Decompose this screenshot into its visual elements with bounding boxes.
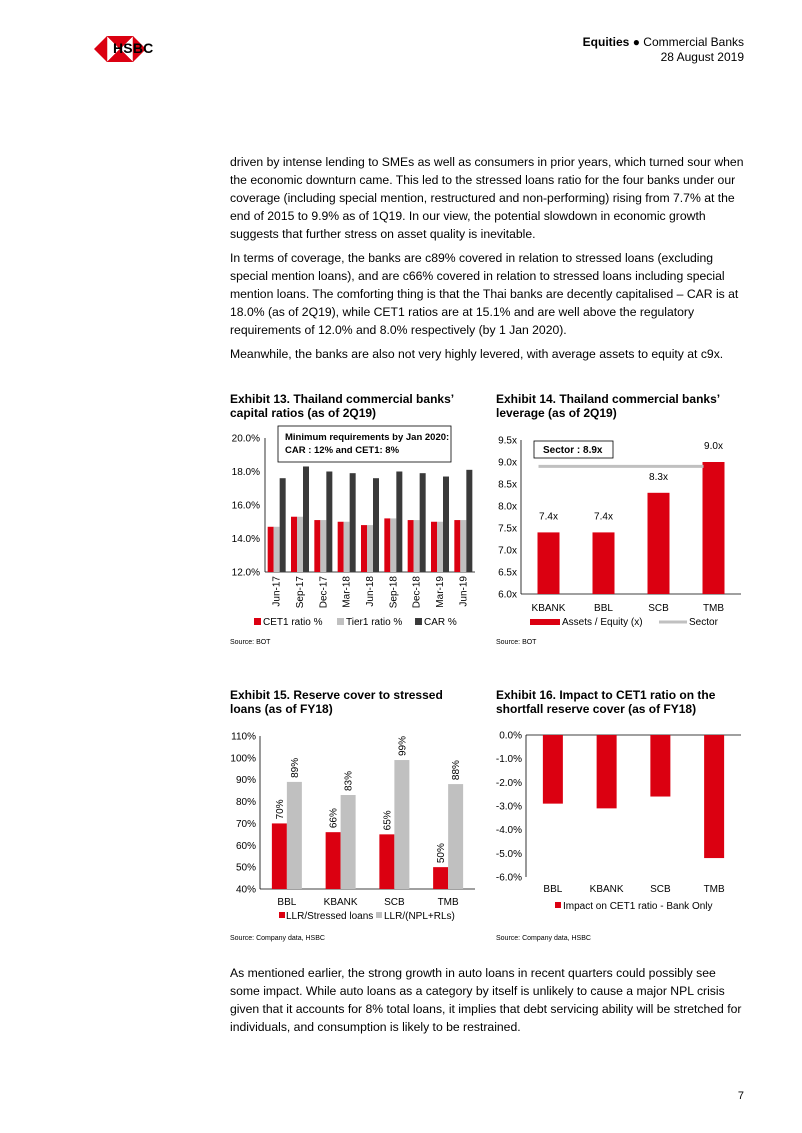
bar-tier1 (344, 522, 350, 572)
bar-llr-stressed (433, 867, 448, 889)
legend-label: LLR/Stressed loans (286, 911, 374, 922)
sector-annotation: Sector : 8.9x (543, 445, 603, 456)
bar-cet1 (361, 525, 367, 572)
header-date: 28 August 2019 (660, 50, 744, 64)
bar-car (420, 473, 426, 572)
exhibit-13-chart (225, 422, 485, 637)
legend-swatch (530, 619, 560, 625)
exhibit-15-title: Exhibit 15. Reserve cover to stressed loans (as of FY18) (230, 688, 443, 716)
bar-car (280, 478, 286, 572)
bar-assets-equity (648, 493, 670, 594)
annotation-line-2: CAR : 12% and CET1: 8% (285, 445, 400, 456)
bar-car (466, 470, 472, 572)
x-tick-label: SCB (648, 603, 669, 614)
paragraph-3: Meanwhile, the banks are also not very highly levered, with average assets to equity at c9x. (230, 347, 724, 361)
bar-cet1 (338, 522, 344, 572)
x-tick-label: Dec-18 (411, 576, 423, 609)
y-tick-label: -3.0% (495, 801, 522, 813)
bar-llr-stressed (272, 823, 287, 889)
data-label: 99% (397, 736, 409, 757)
y-tick-label: 40% (235, 884, 256, 896)
paragraph-4: As mentioned earlier, the strong growth in auto loans in recent quarters could possibly see some impact. While auto loans as a category by itself is unlikely to cause a major NPL crisis given that it accounts for 8% total loans, it implies that debt servicing ability will be stretched for individuals, and consumption is likely to be restrained. (230, 966, 742, 1034)
data-label: 65% (382, 810, 394, 831)
x-tick-label: KBANK (531, 603, 566, 614)
x-tick-label: Jun-18 (365, 576, 376, 607)
data-label: 83% (343, 770, 355, 792)
x-tick-label: TMB (702, 603, 725, 614)
legend-label: Tier1 ratio % (346, 617, 403, 628)
paragraph-2: In terms of coverage, the banks are c89% covered in relation to stressed loans (excluding special mention loans), and are c66% covered in relation to stressed loans including special mention loans. The comforting thing is that the Thai banks are decently capitalised – CAR is at 18.0% (as of 2Q19), while CET1 ratios are at 15.1% and are well above the regulatory requirements of 12.0% and 8.0% respectively (by 1 Jan 2020). (230, 251, 739, 337)
y-tick-label: 9.0x (498, 457, 517, 469)
legend-label: CAR % (424, 617, 457, 628)
bar-cet1-impact (650, 735, 670, 797)
legend-label: CET1 ratio % (263, 617, 323, 628)
bar-tier1 (367, 525, 373, 572)
data-label: 89% (289, 757, 301, 778)
x-tick-label: BBL (543, 884, 563, 895)
exhibit-13-source: Source: BOT (230, 639, 271, 646)
y-tick-label: 8.5x (498, 479, 517, 491)
legend-swatch (337, 618, 344, 625)
exhibit-13-title: Exhibit 13. Thailand commercial banks’ capital ratios (as of 2Q19) (230, 392, 455, 420)
header-section (583, 35, 744, 49)
y-tick-label: 9.5x (498, 435, 517, 447)
exhibit-16-source: Source: Company data, HSBC (496, 935, 591, 942)
data-label: 66% (328, 808, 340, 829)
legend-swatch (279, 912, 285, 918)
y-tick-label: 7.5x (498, 523, 517, 535)
y-tick-label: 8.0x (498, 501, 517, 513)
y-tick-label: 6.5x (498, 567, 517, 579)
x-tick-label: SCB (384, 897, 405, 908)
legend-label: Sector (689, 617, 718, 628)
data-label: 9.0x (704, 441, 723, 452)
exhibit-15-chart (225, 722, 485, 927)
data-label: 8.3x (649, 471, 668, 483)
y-tick-label: 6.0x (498, 589, 517, 601)
y-tick-label: -1.0% (495, 754, 522, 766)
y-tick-label: 7.0x (498, 545, 517, 557)
legend-label: Assets / Equity (x) (562, 617, 643, 628)
x-tick-label: SCB (650, 884, 671, 895)
header-bullet: ● (632, 35, 640, 49)
header-subsection: Commercial Banks (643, 35, 744, 49)
data-label: 7.4x (539, 511, 558, 523)
data-label: 7.4x (594, 511, 613, 523)
y-tick-label: 18.0% (231, 467, 260, 478)
data-label: 70% (274, 799, 286, 820)
bar-cet1-impact (543, 735, 563, 804)
y-tick-label: 0.0% (499, 730, 522, 742)
bar-car (373, 478, 379, 572)
bar-cet1 (291, 517, 297, 572)
bar-llr-stressed (379, 834, 394, 889)
x-tick-label: Sep-17 (295, 576, 306, 609)
bar-tier1 (297, 517, 303, 572)
bar-assets-equity (703, 462, 725, 594)
legend-label: LLR/(NPL+RLs) (384, 911, 455, 922)
y-tick-label: -6.0% (495, 872, 522, 884)
bar-assets-equity (538, 532, 560, 594)
bar-llr-npl (394, 760, 409, 889)
legend-swatch (415, 618, 422, 625)
data-label: 50% (436, 843, 448, 864)
x-tick-label: Mar-19 (435, 576, 446, 608)
y-tick-label: 16.0% (231, 500, 260, 512)
bar-cet1 (314, 520, 320, 572)
y-tick-label: 50% (235, 862, 256, 874)
legend-label: Impact on CET1 ratio - Bank Only (563, 901, 713, 912)
x-tick-label: TMB (437, 897, 459, 908)
bar-car (303, 466, 309, 572)
bar-cet1 (384, 518, 390, 572)
bar-car (396, 472, 402, 573)
bar-cet1-impact (597, 735, 617, 808)
exhibit-16-chart (491, 722, 751, 917)
bar-tier1 (390, 518, 396, 572)
exhibit-16-title: Exhibit 16. Impact to CET1 ratio on the shortfall reserve cover (as of FY18) (496, 688, 716, 716)
exhibit-14-chart (491, 422, 751, 637)
bar-tier1 (274, 527, 280, 572)
brand-name: HSBC (113, 40, 154, 56)
y-tick-label: -4.0% (495, 825, 522, 837)
x-tick-label: BBL (594, 603, 613, 614)
header-equities: Equities (582, 35, 630, 49)
bar-assets-equity (593, 532, 615, 594)
legend-swatch (376, 912, 382, 918)
exhibit-14-title: Exhibit 14. Thailand commercial banks’ leverage (as of 2Q19) (496, 392, 721, 420)
bar-car (443, 477, 449, 572)
bar-cet1 (408, 520, 414, 572)
annotation-line-1: Minimum requirements by Jan 2020: (285, 432, 450, 443)
page-number: 7 (737, 1090, 744, 1102)
bar-llr-stressed (326, 832, 341, 889)
x-tick-label: KBANK (323, 897, 358, 908)
x-tick-label: Mar-18 (341, 576, 353, 608)
exhibit-15-source: Source: Company data, HSBC (230, 935, 325, 942)
x-tick-label: Jun-17 (271, 576, 283, 607)
x-tick-label: Jun-19 (458, 576, 470, 607)
bar-cet1 (454, 520, 460, 572)
y-tick-label: 20.0% (231, 433, 260, 445)
paragraph-1: driven by intense lending to SMEs as well as consumers in prior years, which turned sour when the economic downturn came. This led to the stressed loans ratio for the four banks under our coverage (including special mention, restructured and non-performing) rising from 7.7% at the end of 2015 to 9.9% as of 1Q19. In our view, the potential slowdown in economic growth suggests that further stress on asset quality is inevitable. (230, 155, 744, 241)
y-tick-label: 70% (235, 818, 256, 830)
x-tick-label: Dec-17 (318, 576, 330, 609)
bar-llr-npl (448, 784, 463, 889)
bar-tier1 (437, 522, 443, 572)
x-tick-label: Sep-18 (388, 576, 400, 609)
exhibit-14-source: Source: BOT (496, 639, 537, 646)
bar-tier1 (414, 520, 420, 572)
y-tick-label: -2.0% (495, 777, 522, 789)
y-tick-label: 14.0% (231, 534, 260, 545)
bar-cet1 (268, 527, 274, 572)
x-tick-label: BBL (277, 897, 297, 908)
y-tick-label: 80% (235, 797, 256, 809)
bar-cet1 (431, 522, 437, 572)
bar-llr-npl (341, 795, 356, 889)
bar-car (350, 473, 356, 572)
legend-swatch (254, 618, 261, 625)
bar-cet1-impact (704, 735, 724, 858)
bar-llr-npl (287, 782, 302, 889)
x-tick-label: KBANK (589, 884, 624, 895)
y-tick-label: 110% (231, 731, 256, 743)
data-label: 88% (451, 760, 463, 781)
bar-tier1 (460, 520, 466, 572)
y-tick-label: -5.0% (495, 848, 522, 860)
bar-car (326, 472, 332, 573)
y-tick-label: 12.0% (231, 567, 260, 579)
y-tick-label: 100% (230, 753, 256, 765)
y-tick-label: 90% (235, 775, 256, 787)
y-tick-label: 60% (235, 840, 256, 852)
x-tick-label: TMB (703, 884, 725, 895)
bar-tier1 (320, 520, 326, 572)
legend-swatch (555, 902, 561, 908)
